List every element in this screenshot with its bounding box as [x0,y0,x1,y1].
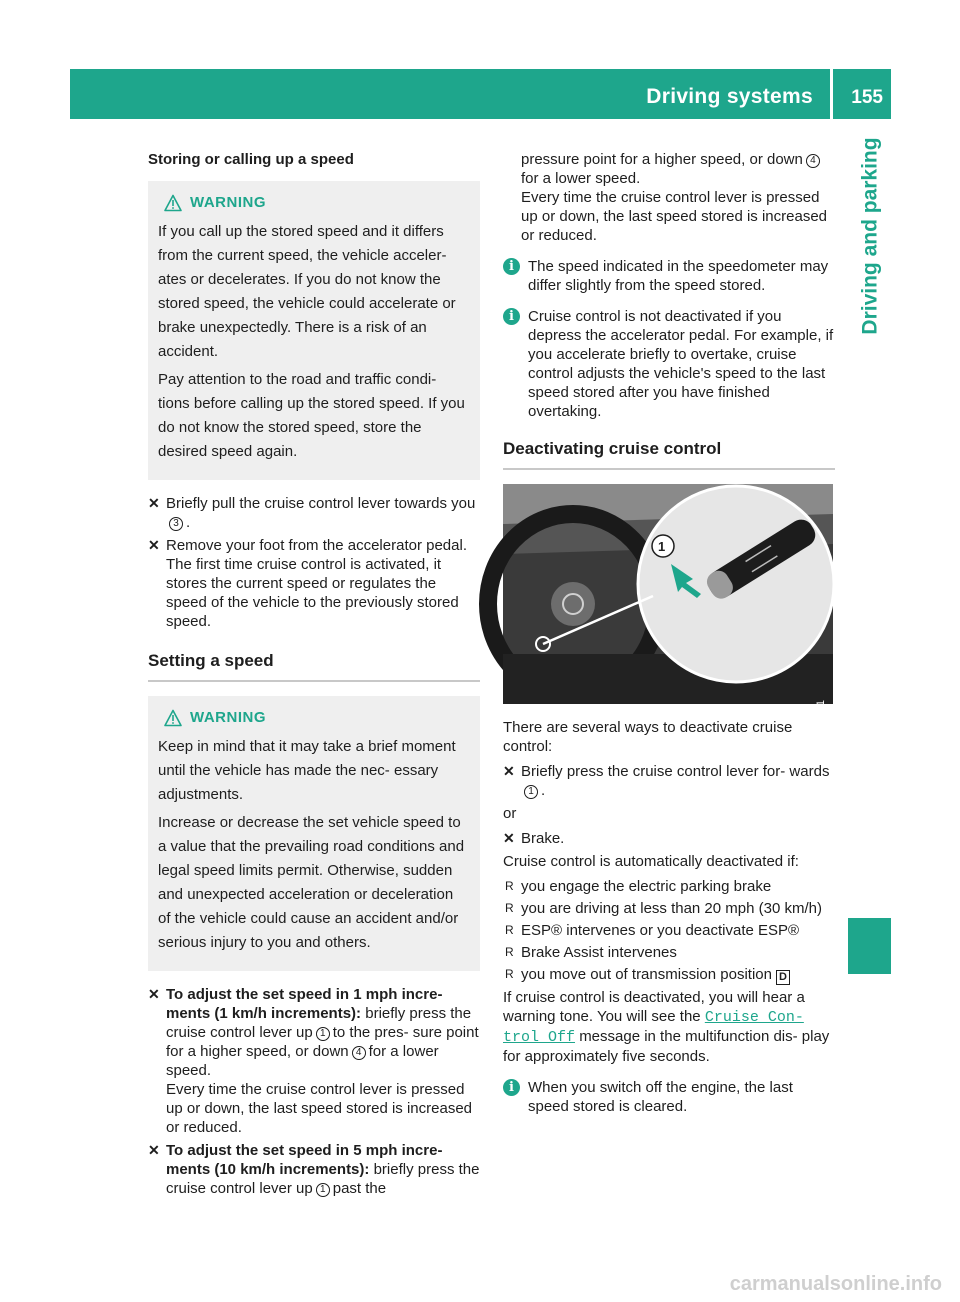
display-message: Cruise Con‐ trol Off [503,1009,804,1046]
paragraph-text: If cruise control is deactivated, you will hear a warning tone. You will see the [503,989,805,1025]
list-item [503,899,835,918]
warning-title: WARNING [190,709,266,726]
intro-text: There are several ways to deactivate cruise control: [503,719,793,755]
bullet-icon: R [505,923,514,937]
deactivating-heading: Deactivating cruise control [503,439,835,470]
instruction-step [503,829,835,848]
side-thumb-marker [848,918,891,974]
side-tab [848,128,891,343]
info-note [503,307,835,421]
page-number: 155 [851,87,883,108]
step-text: Briefly press the cruise control lever for- wards [521,763,830,780]
bullet-text: Brake Assist intervenes [521,944,677,961]
warning-box-setting [148,696,480,971]
right-column [503,150,835,1128]
step-text: Every time the cruise control lever is pressed up or down, the last speed stored is increased or reduced. [166,1081,473,1136]
step-bold-text: To adjust the set speed in 1 mph incre- ments (1 km/h increments): [166,986,443,1022]
photo-callout-label: 1 [658,539,666,554]
info-note [503,257,835,295]
step-arrow-icon: ✕ [148,986,160,1002]
step-text: briefly press the cruise control lever up [166,1005,472,1041]
instruction-step [148,494,480,532]
header-separator [830,69,833,119]
watermark-url: carmanualsonline.info [729,1273,942,1295]
callout-number: 1 [316,1027,330,1041]
step-text: briefly press the cruise control lever up [166,1161,480,1197]
step-text: for a lower speed. [166,1043,439,1079]
step-text: past the [332,1180,387,1197]
list-item [503,877,835,896]
left-column [148,150,480,1202]
callout-number: 4 [806,154,820,168]
step-text: . [541,782,546,799]
warning-box-storing [148,181,480,480]
info-text: The speed indicated in the speedometer may differ slightly from the speed stored. [528,258,829,294]
chapter-title: Driving systems [646,85,813,108]
callout-number: 4 [352,1046,366,1060]
step-text: Brake. [521,830,565,847]
callout-number: 1 [524,785,538,799]
info-icon: i [503,1079,520,1096]
warning-header [164,193,466,212]
warning-text: Pay attention to the road and traffic condi- tions before calling up the stored speed. If you do not know the stored speed, store the desired speed again. [158,371,465,460]
bullet-text: you are driving at less than 20 mph (30 km/h) [521,900,822,917]
step-arrow-icon: ✕ [503,830,515,846]
steering-wheel-illustration [503,484,833,704]
step-text: Remove your foot from the accelerator pedal. [166,537,467,554]
info-icon: i [503,258,520,275]
bullet-icon: R [505,901,514,915]
list-item [503,965,835,985]
warning-text: Keep in mind that it may take a brief moment until the vehicle has made the nec- essary adjustments. [158,738,456,803]
instruction-step [148,1141,480,1198]
warning-text: If you call up the stored speed and it differs from the current speed, the vehicle acceler- ates or decelerates. If you do not know the stored speed, the vehicle could accelerate or brake unexpectedly. There is a risk of an accident. [158,223,456,360]
deactivation-message-text [503,988,835,1066]
paragraph-text: message in the multifunction dis- play for approximately five seconds. [503,1028,830,1065]
setting-heading: Setting a speed [148,651,480,682]
photo-reference-code: P54.26-0389-31 [815,700,827,779]
info-icon: i [503,308,520,325]
step-text: for a lower speed. [521,170,641,187]
instruction-step [503,762,835,800]
step-arrow-icon: ✕ [148,1142,160,1158]
warning-triangle-icon [164,194,182,212]
step-text: The first time cruise control is activated, it stores the current speed or regulates the speed of the vehicle to the previously stored speed. [166,556,459,630]
storing-heading: Storing or calling up a speed [148,151,354,168]
info-note [503,1078,835,1116]
callout-number: 3 [169,517,183,531]
page-header [70,69,891,119]
step-text: pressure point for a higher speed, or down [521,151,803,168]
info-text: Cruise control is not deactivated if you depress the accelerator pedal. For example, if you accelerate briefly to overtake, cruise control adjusts the vehicle's speed to the last speed stored after you have finished overtaking. [528,308,834,420]
step-text: Briefly pull the cruise control lever towards you [166,495,476,512]
step-arrow-icon: ✕ [148,537,160,553]
or-text: or [503,805,517,822]
info-text: When you switch off the engine, the last speed stored is cleared. [528,1079,793,1115]
step-text: . [186,514,191,531]
step-text: to the pres- sure point for a higher speed, or down [166,1024,479,1060]
instruction-step [148,985,480,1137]
bullet-icon: R [505,945,514,959]
bullet-text: ESP® intervenes or you deactivate ESP® [521,922,800,939]
step-bold-text: To adjust the set speed in 5 mph incre- ments (10 km/h increments): [166,1142,443,1178]
step-arrow-icon: ✕ [148,495,160,511]
warning-title: WARNING [190,194,266,211]
side-tab-label: Driving and parking [858,136,881,335]
bullet-icon: R [505,879,514,893]
bullet-text: you move out of transmission position [521,966,772,983]
continued-step-text [503,150,835,245]
list-item [503,943,835,962]
callout-number: 1 [316,1183,330,1197]
auto-deactivate-intro: Cruise control is automatically deactivated if: [503,853,799,870]
bullet-icon: R [505,967,514,981]
step-text: Every time the cruise control lever is pressed up or down, the last speed stored is increased or reduced. [521,189,828,244]
warning-text: Increase or decrease the set vehicle speed to a value that the prevailing road conditions and legal speed limits permit. Otherwise, sudden and unexpected acceleration or deceleration of the vehicle could cause an accident and/or serious injury to you and others. [158,814,465,951]
warning-triangle-icon [164,709,182,727]
instruction-step [148,536,480,631]
step-arrow-icon: ✕ [503,763,515,779]
bullet-text: you engage the electric parking brake [521,878,772,895]
warning-header [164,708,466,727]
list-item [503,921,835,940]
gear-d-symbol: D [776,970,790,985]
